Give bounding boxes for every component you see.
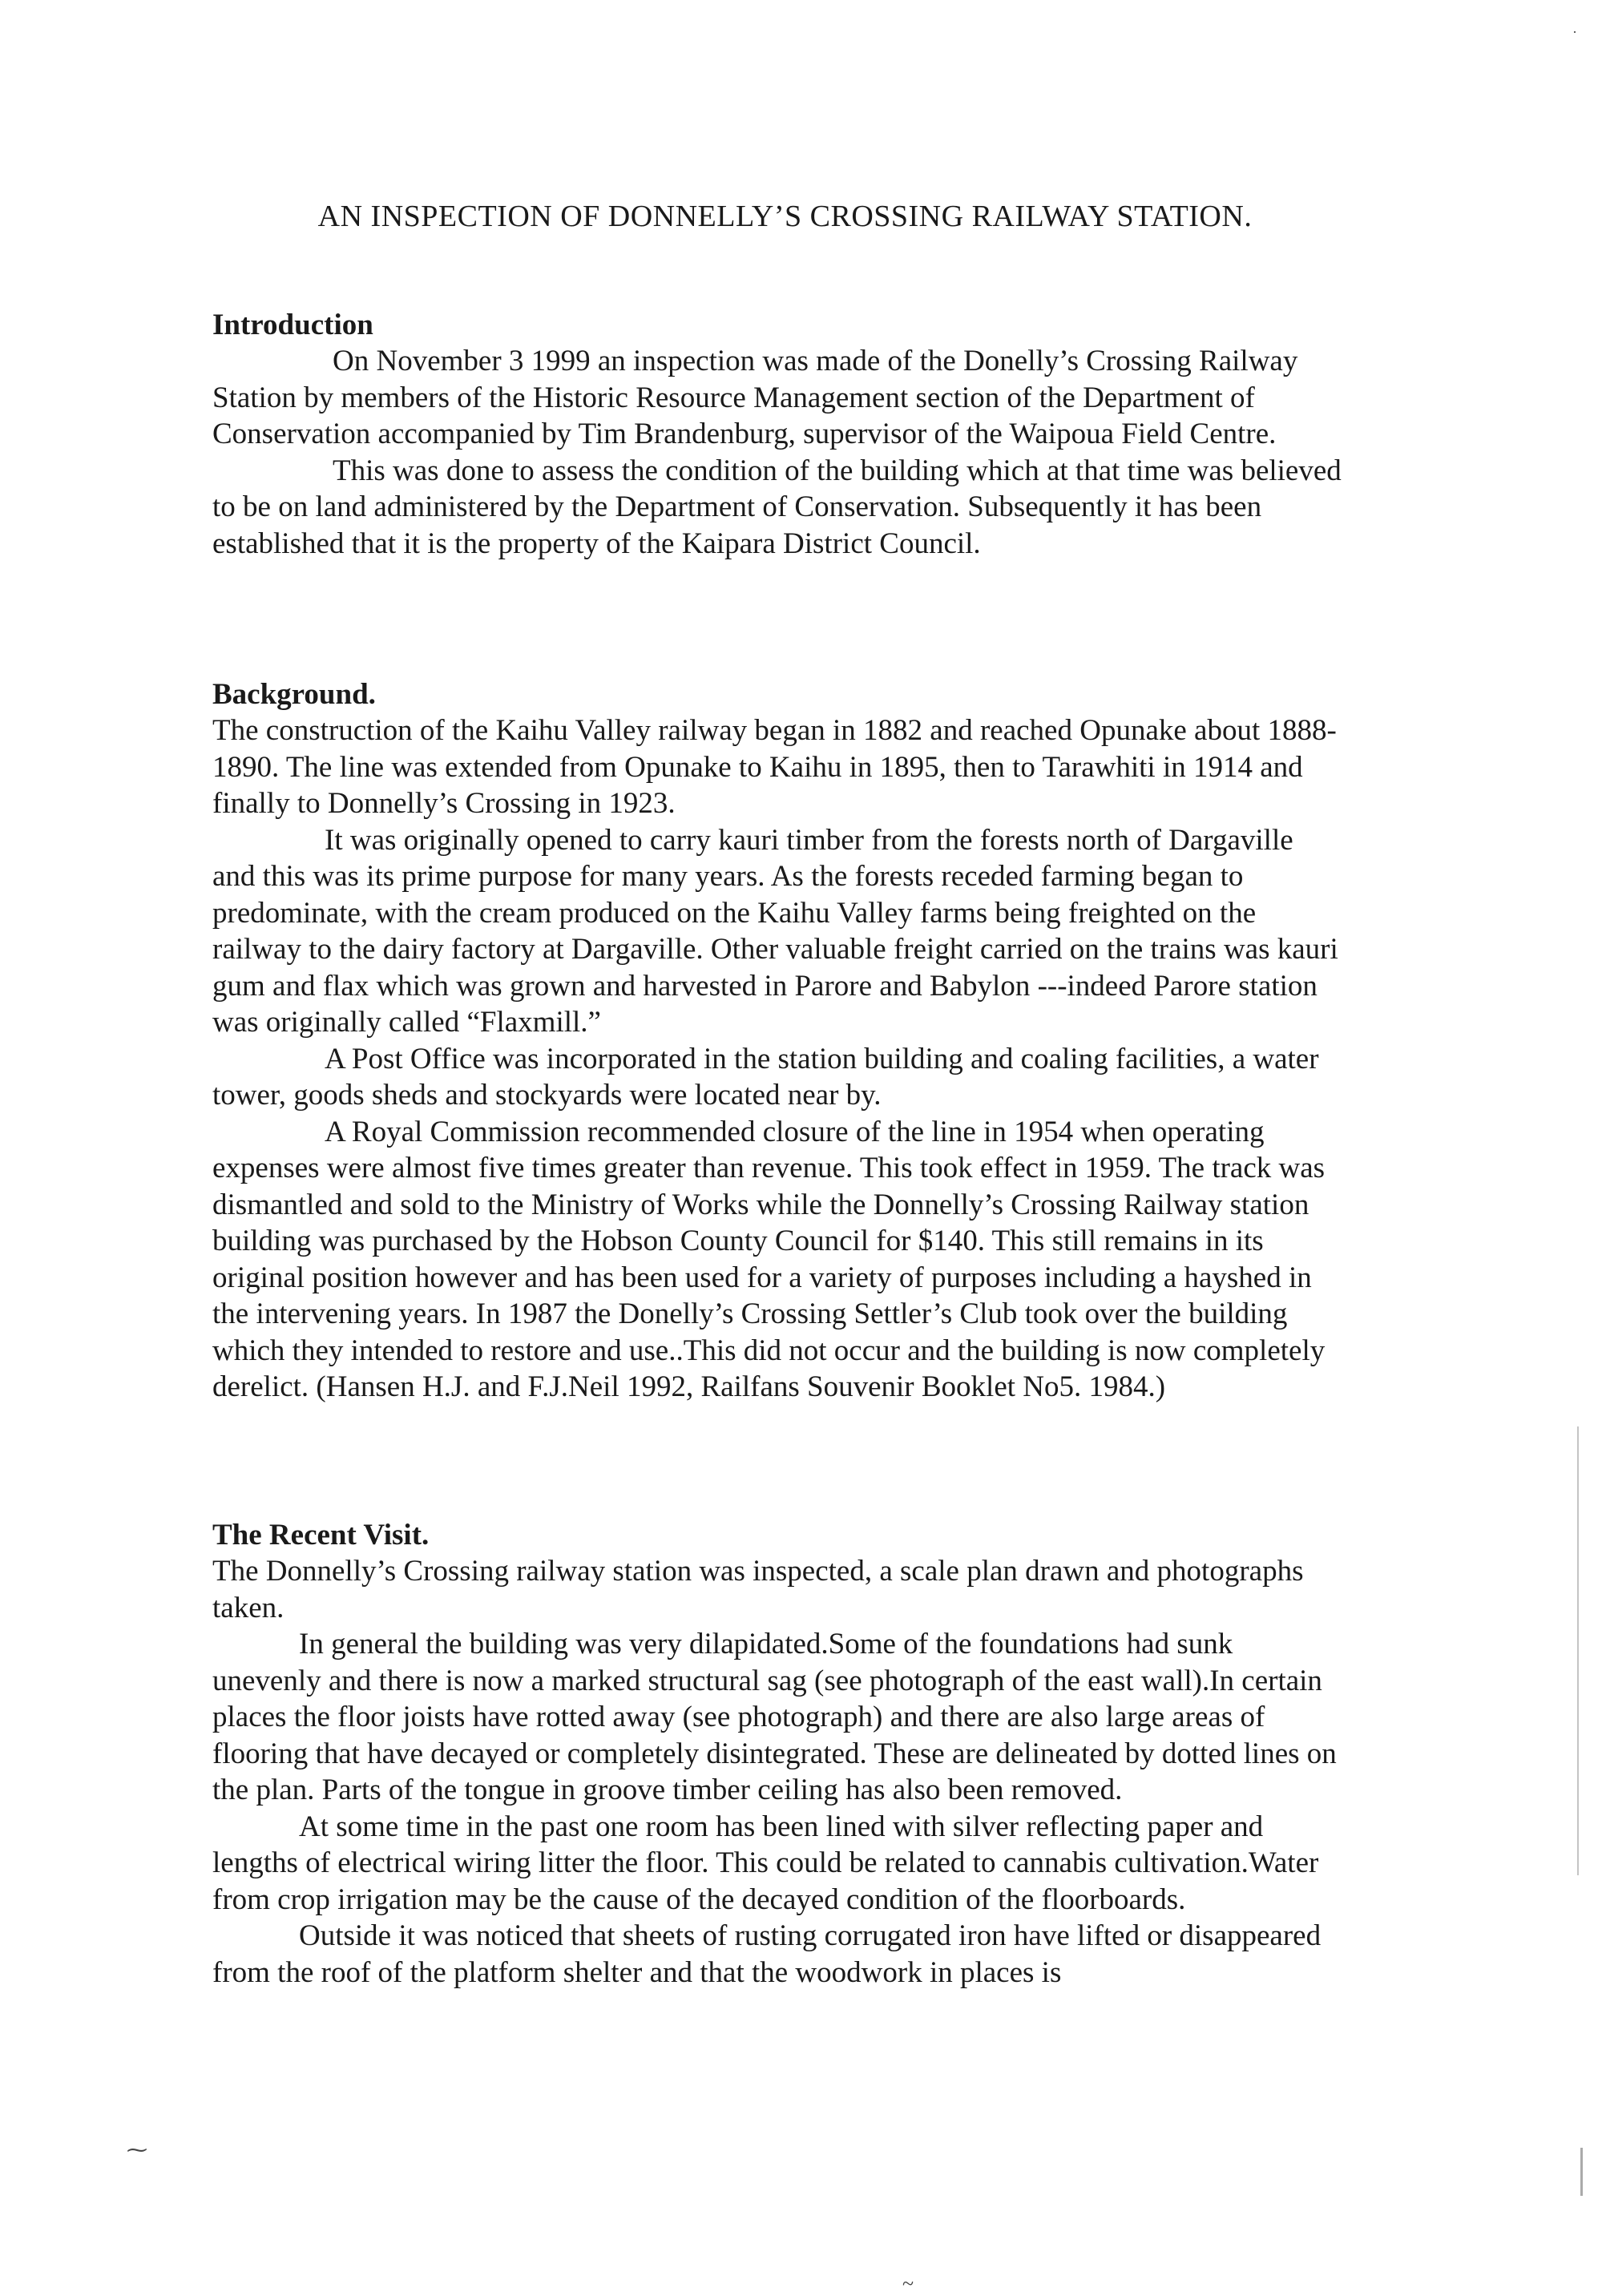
recent-visit-section bbox=[212, 1517, 1342, 1991]
introduction-heading: Introduction bbox=[212, 309, 373, 341]
scan-edge-line bbox=[1577, 1426, 1579, 1875]
recent-visit-paragraph-4: Outside it was noticed that sheets of rusting corrugated iron have lifted or disappeared from the roof of the platform shelter and that the woodwork in places is bbox=[212, 1919, 1322, 1989]
background-heading: Background. bbox=[212, 678, 376, 711]
introduction-paragraph-1: On November 3 1999 an inspection was made of the Donelly’s Crossing Railway Station by members of the Historic Resource Management section of the Department of Conservation accompanied by Tim Brandenburg, supervisor of the Waipoua Field Centre. bbox=[212, 345, 1298, 450]
background-paragraph-1: The construction of the Kaihu Valley railway began in 1882 and reached Opunake about 1888-1890. The line was extended from Opunake to Kaihu in 1895, then to Tarawhiti in 1914 and finally to Donnelly’s Crossing in 1923. bbox=[212, 714, 1337, 820]
introduction-section bbox=[212, 307, 1342, 562]
scan-edge-mark bbox=[1580, 2148, 1583, 2196]
recent-visit-heading: The Recent Visit. bbox=[212, 1519, 430, 1552]
scan-speck-left: ⁓ bbox=[127, 2138, 147, 2161]
scan-speck-top: · bbox=[1572, 24, 1577, 40]
scan-speck-bottom: ~ bbox=[902, 2272, 914, 2295]
background-paragraph-3: A Post Office was incorporated in the station building and coaling facilities, a water tower, goods sheds and stockyards were located near by. bbox=[212, 1042, 1319, 1112]
background-paragraph-4: A Royal Commission recommended closure of the line in 1954 when operating expenses were almost five times greater than revenue. This took effect in 1959. The track was dismantled and sold to the Ministry of Works while the Donnelly’s Crossing Railway station building was purchased by the Hobson County Council for $140. This still remains in its original position however and has been used for a variety of purposes including a hayshed in the intervening years. In 1987 the Donelly’s Crossing Settler’s Club took over the building which they intended to restore and use..This did not occur and the building is now completely derelict. (Hansen H.J. and F.J.Neil 1992, Railfans Souvenir Booklet No5. 1984.) bbox=[212, 1115, 1326, 1403]
document-title: AN INSPECTION OF DONNELLY’S CROSSING RAILWAY STATION. bbox=[317, 200, 1253, 233]
recent-visit-paragraph-3: At some time in the past one room has been lined with silver reflecting paper and lengths of electrical wiring litter the floor. This could be related to cannabis cultivation.Water from crop irrigation may be the cause of the decayed condition of the floorboards. bbox=[212, 1810, 1319, 1916]
background-section bbox=[212, 676, 1342, 1406]
recent-visit-paragraph-1: The Donnelly’s Crossing railway station was inspected, a scale plan drawn and photographs taken. bbox=[212, 1555, 1304, 1624]
recent-visit-paragraph-2: In general the building was very dilapidated.Some of the foundations had sunk unevenly and there is now a marked structural sag (see photograph of the east wall).In certain places the floor joists have rotted away (see photograph) and there are also large areas of flooring that have decayed or completely disintegrated. These are delineated by dotted lines on the plan. Parts of the tongue in groove timber ceiling has also been removed. bbox=[212, 1628, 1337, 1806]
introduction-paragraph-2: This was done to assess the condition of the building which at that time was believed to be on land administered by the Department of Conservation. Subsequently it has been established that it is the property of the Kaipara District Council. bbox=[212, 454, 1342, 560]
background-paragraph-2: It was originally opened to carry kauri timber from the forests north of Dargaville and this was its prime purpose for many years. As the forests receded farming began to predominate, with the cream produced on the Kaihu Valley farms being freighted on the railway to the dairy factory at Dargaville. Other valuable freight carried on the trains was kauri gum and flax which was grown and harvested in Parore and Babylon ---indeed Parore station was originally called “Flaxmill.” bbox=[212, 823, 1338, 1039]
